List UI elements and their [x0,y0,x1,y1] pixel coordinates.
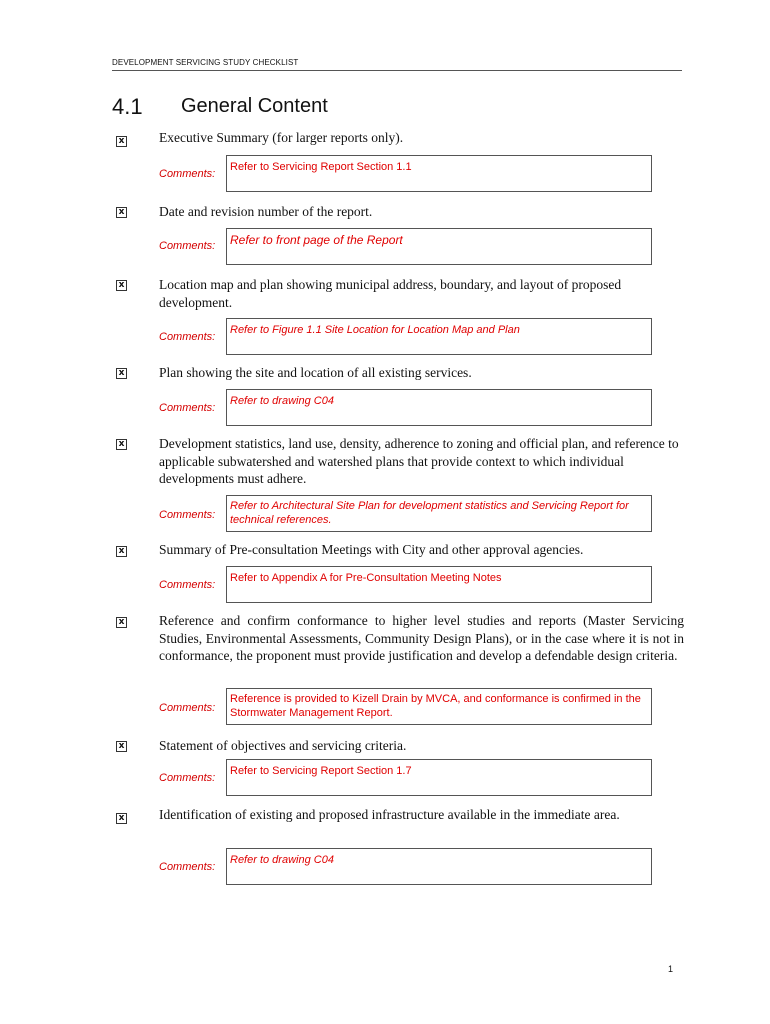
comment-field[interactable]: Refer to drawing C04 [226,848,652,885]
comments-label: Comments: [159,861,216,873]
comments-label: Comments: [159,509,216,521]
checkbox[interactable]: x [116,207,127,218]
comment-field[interactable]: Refer to Servicing Report Section 1.7 [226,759,652,796]
comment-field[interactable]: Refer to Servicing Report Section 1.1 [226,155,652,192]
item-description: Executive Summary (for larger reports only). [159,130,404,145]
item-description: Plan showing the site and location of all existing services. [159,365,472,380]
checkbox[interactable]: x [116,136,127,147]
comment-field[interactable]: Refer to drawing C04 [226,389,652,426]
section-title: General Content [181,95,328,117]
comment-field[interactable]: Refer to Architectural Site Plan for development statistics and Servicing Report for technical references. [226,495,652,532]
comments-label: Comments: [159,772,216,784]
page-header: DEVELOPMENT SERVICING STUDY CHECKLIST [112,58,682,71]
comment-field[interactable]: Reference is provided to Kizell Drain by MVCA, and conformance is confirmed in the Stormwater Management Report. [226,688,652,725]
item-description: Statement of objectives and servicing criteria. [159,738,407,753]
section-number: 4.1 [112,94,143,119]
comment-field[interactable]: Refer to front page of the Report [226,228,652,265]
item-description: Development statistics, land use, density, adherence to zoning and official plan, and reference to applicable subwatershed and watershed plans that provide context to which individual developments must adhere. [159,436,679,486]
item-description: Reference and confirm conformance to higher level studies and reports (Master Servicing Studies, Environmental Assessments, Community Design Plans), or in the case where it is not in conformance, the proponent must provide justification and develop a defendable design criteria. [159,613,684,663]
page-number: 1 [668,964,674,974]
comments-label: Comments: [159,579,216,591]
comments-label: Comments: [159,331,216,343]
comments-label: Comments: [159,702,216,714]
comment-field[interactable]: Refer to Appendix A for Pre-Consultation Meeting Notes [226,566,652,603]
comments-label: Comments: [159,168,216,180]
comments-label: Comments: [159,240,216,252]
checkbox[interactable]: x [116,813,127,824]
item-description: Identification of existing and proposed infrastructure available in the immediate area. [159,807,620,822]
comments-label: Comments: [159,402,216,414]
checkbox[interactable]: x [116,280,127,291]
checkbox[interactable]: x [116,368,127,379]
item-description: Location map and plan showing municipal address, boundary, and layout of proposed development. [159,277,622,310]
checkbox[interactable]: x [116,741,127,752]
item-description: Summary of Pre-consultation Meetings with City and other approval agencies. [159,542,584,557]
comment-field[interactable]: Refer to Figure 1.1 Site Location for Location Map and Plan [226,318,652,355]
checkbox[interactable]: x [116,439,127,450]
item-description: Date and revision number of the report. [159,204,373,219]
checkbox[interactable]: x [116,617,127,628]
checkbox[interactable]: x [116,546,127,557]
